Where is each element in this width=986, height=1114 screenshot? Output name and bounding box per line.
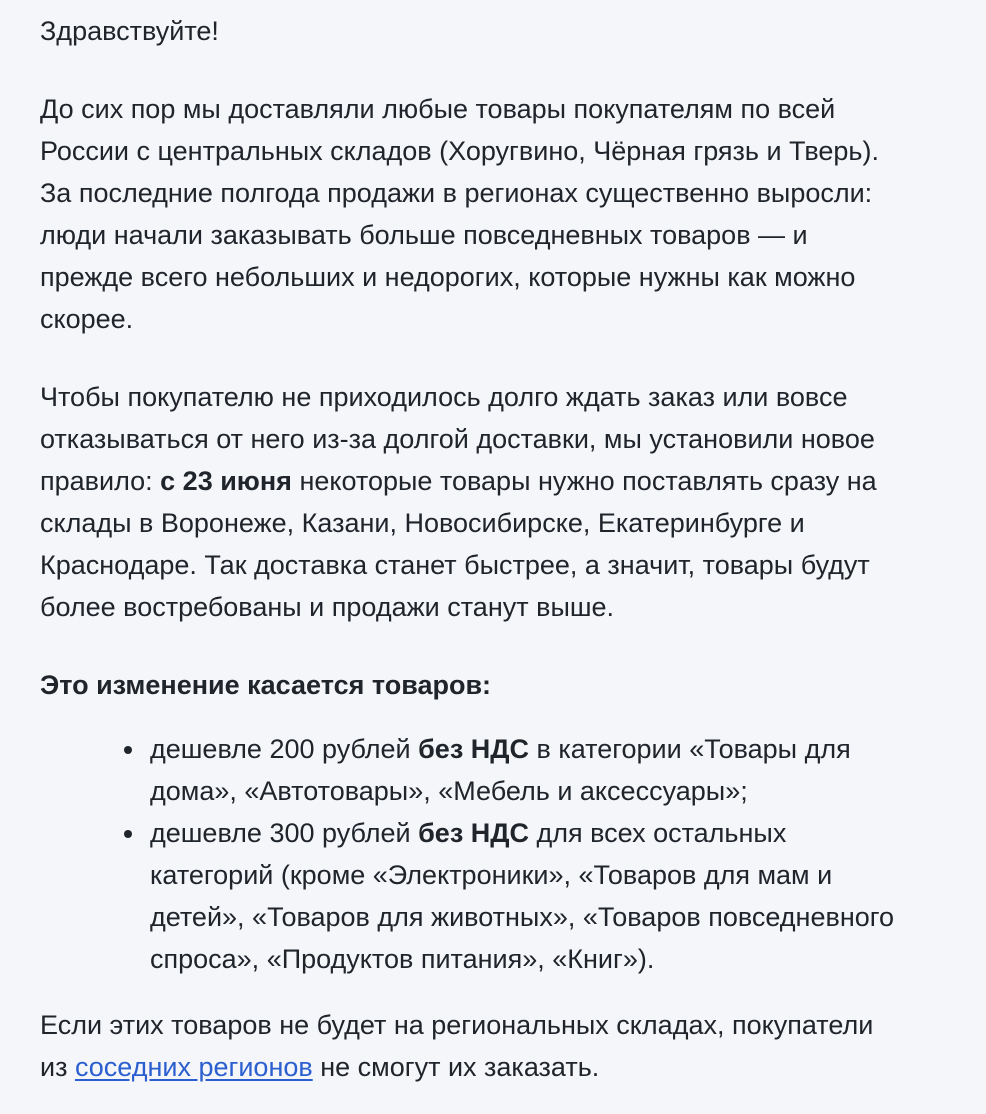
- vat-note: без НДС: [418, 734, 529, 764]
- vat-note: без НДС: [418, 818, 529, 848]
- list-item-line: [150, 728, 946, 770]
- section-heading: Это изменение касается товаров:: [40, 670, 492, 700]
- neighboring-regions-link[interactable]: соседних регионов: [74, 1052, 313, 1082]
- closing-paragraph: [40, 1004, 946, 1088]
- closing-line-with-link: [40, 1046, 946, 1088]
- conditions-list: [40, 728, 946, 980]
- intro-paragraph: [40, 88, 946, 340]
- greeting: Здравствуйте!: [40, 16, 219, 46]
- rule-line-with-date: [40, 460, 946, 502]
- intro-line: скорее.: [40, 304, 134, 334]
- rule-line: склады в Воронеже, Казани, Новосибирске, Екатеринбурге и: [40, 508, 805, 538]
- intro-line: До сих пор мы доставляли любые товары покупателям по всей: [40, 94, 836, 124]
- rule-text-suffix: некоторые товары нужно поставлять сразу на: [291, 466, 877, 496]
- closing-line: Если этих товаров не будет на региональных складах, покупатели: [40, 1010, 874, 1040]
- intro-line: За последние полгода продажи в регионах существенно выросли:: [40, 178, 873, 208]
- rule-line: Краснодаре. Так доставка станет быстрее, а значит, товары будут: [40, 550, 870, 580]
- list-item-suffix: для всех остальных: [528, 818, 787, 848]
- effective-date: с 23 июня: [160, 466, 292, 496]
- intro-line: прежде всего небольших и недорогих, которые нужны как можно: [40, 262, 856, 292]
- list-item-prefix: дешевле 200 рублей: [150, 734, 419, 764]
- list-item: [150, 728, 946, 812]
- closing-prefix: из: [40, 1052, 75, 1082]
- rule-text-prefix: правило:: [40, 466, 161, 496]
- rule-paragraph: [40, 376, 946, 628]
- list-item-line: категорий (кроме «Электроники», «Товаров для мам и: [150, 860, 833, 890]
- rule-line: более востребованы и продажи станут выше.: [40, 592, 615, 622]
- list-item-line: [150, 812, 946, 854]
- bullet-dot-icon: [124, 746, 132, 754]
- list-item-line: дома», «Автотовары», «Мебель и аксессуары»;: [150, 776, 748, 806]
- intro-line: России с центральных складов (Хоругвино, Чёрная грязь и Тверь).: [40, 136, 879, 166]
- list-item: [150, 812, 946, 980]
- rule-line: Чтобы покупателю не приходилось долго ждать заказ или вовсе: [40, 382, 848, 412]
- intro-line: люди начали заказывать больше повседневных товаров — и: [40, 220, 808, 250]
- list-item-suffix: в категории «Товары для: [528, 734, 851, 764]
- list-item-line: детей», «Товаров для животных», «Товаров повседневного: [150, 902, 895, 932]
- bullet-dot-icon: [124, 830, 132, 838]
- closing-suffix: не смогут их заказать.: [312, 1052, 600, 1082]
- list-item-line: спроса», «Продуктов питания», «Книг»).: [150, 944, 655, 974]
- list-item-prefix: дешевле 300 рублей: [150, 818, 419, 848]
- rule-line: отказываться от него из-за долгой доставки, мы установили новое: [40, 424, 875, 454]
